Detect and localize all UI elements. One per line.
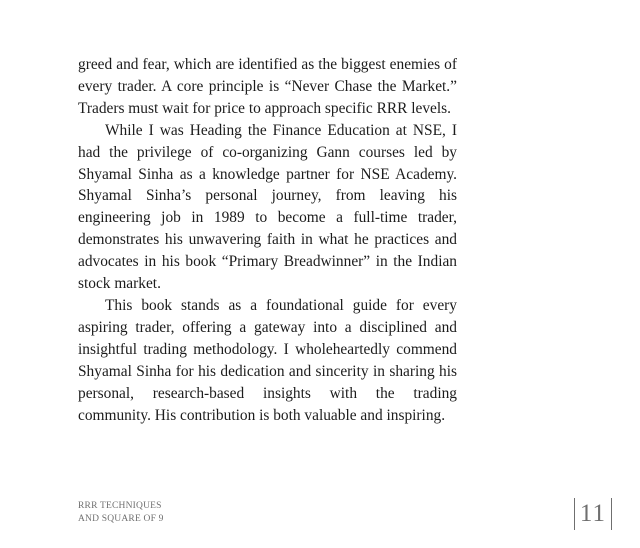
page-number [574,497,612,531]
footer-title-line-2: AND SQUARE OF 9 [78,514,164,524]
page-number-value: 11 [579,500,606,527]
paragraph-nse-experience: While I was Heading the Finance Education at NSE, I had the privilege of co-organizing Gann courses led by Shyamal Sinha as a knowledge partner for NSE Academy. Shyamal Sinha’s personal journey, from leaving his engineering job in 1989 to become a full-time trader, demonstrates his unwavering faith in what he practices and advocates in his book “Primary Breadwinner” in the Indian stock market. [78,121,457,293]
body-text [78,54,457,426]
running-footer [78,500,164,526]
paragraph-continuation: greed and fear, which are identified as the biggest enemies of every trader. A core principle is “Never Chase the Market.” Traders must wait for price to approach specific RRR levels. [78,56,457,117]
paragraph-book-recommendation: This book stands as a foundational guide for every aspiring trader, offering a gateway into a disciplined and insightful trading methodology. I wholeheartedly commend Shyamal Sinha for his dedication and sincerity in sharing his personal, research-based insights with the trading community. His contribution is both valuable and inspiring. [78,296,457,424]
footer-title-line-1: RRR TECHNIQUES [78,501,162,511]
page-number-right-rule [611,498,612,530]
